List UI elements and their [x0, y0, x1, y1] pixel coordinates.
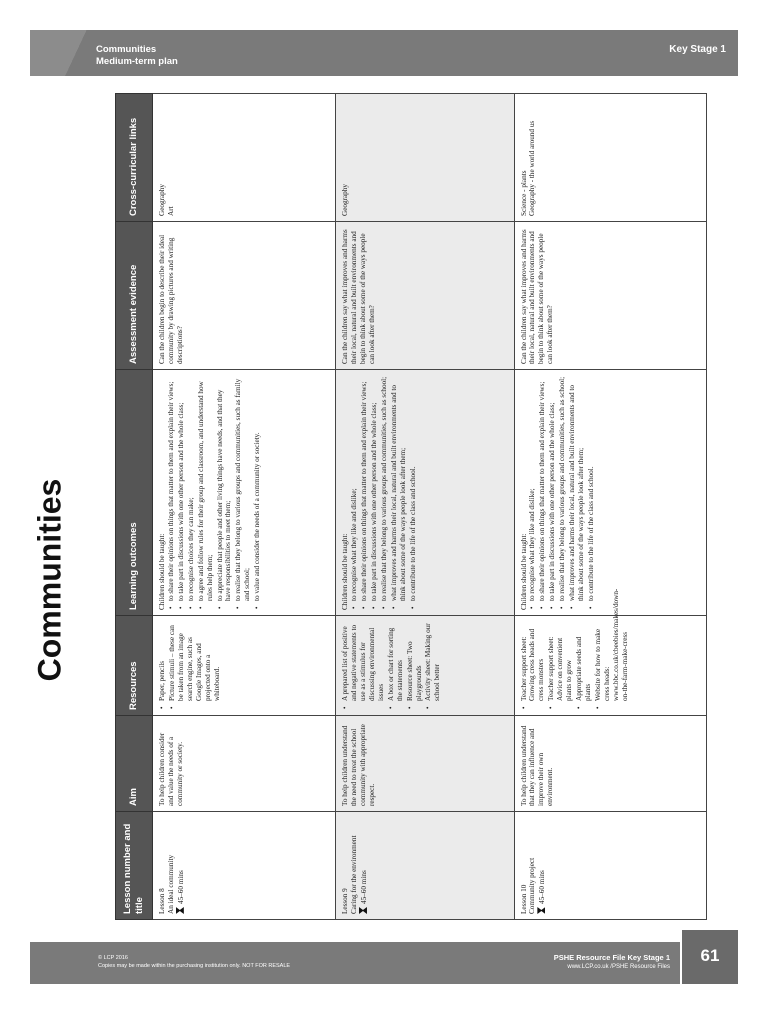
link-item: Art — [166, 206, 175, 216]
outcome-item: • to value and consider the needs of a community or society. — [253, 375, 262, 601]
outcome-item: • to agree and follow rules for their group and classroom, and understand how rules help them; — [197, 375, 215, 601]
lesson-title: An ideal community — [166, 854, 175, 914]
col-header-lesson: Lesson number and title — [116, 812, 153, 920]
assessment-cell: Can the children say what improves and harms their local, natural and built environments and begin to think about some of the ways people can look after them? — [336, 222, 514, 370]
outcome-item: • to take part in discussions with one other person and the whole class; — [370, 375, 379, 601]
outcome-item: • to share their opinions on things that matter to them and explain their views; — [360, 375, 369, 601]
resource-item: • Teacher support sheet: Advice on convenient plants to grow — [547, 621, 574, 701]
footer-book-title: PSHE Resource File Key Stage 1 — [553, 953, 670, 962]
col-header-aim: Aim — [116, 716, 153, 812]
hourglass-icon — [359, 907, 367, 914]
outcome-item: • to share their opinions on things that matter to them and explain their views; — [167, 375, 176, 601]
lesson-cell — [153, 812, 336, 920]
outcome-item: • to realise that they belong to various groups and communities, such as school; — [380, 375, 389, 601]
header-stage: Key Stage 1 — [669, 44, 726, 55]
col-header-resources: Resources — [116, 616, 153, 716]
link-item: Science - plants — [519, 170, 528, 216]
outcomes-intro: Children should be taught: — [341, 533, 350, 610]
resource-item: • Activity sheet: Making our school better — [424, 621, 442, 701]
page-title: Communities — [31, 478, 68, 682]
links-cell — [153, 94, 336, 222]
outcome-item: • to recognise choices they can make; — [187, 375, 196, 601]
outcome-item: • to appreciate that people and other living things have needs, and that they have responsibilities to meet them; — [216, 375, 234, 601]
page-number: 61 — [682, 930, 738, 984]
header-title: Communities — [96, 44, 157, 55]
outcome-item: • to recognise what they like and dislike; — [350, 375, 359, 601]
link-item: Geography - the world around us — [528, 120, 537, 216]
footer-website[interactable]: www.LCP.co.uk /PSHE Resource Files — [567, 964, 670, 970]
link-item: Geography — [341, 184, 350, 216]
outcomes-cell — [336, 370, 514, 616]
outcomes-intro: Children should be taught: — [158, 533, 166, 610]
resource-item: • A box or chart for sorting the statements — [387, 621, 405, 701]
link-item: Geography — [158, 184, 166, 216]
page-footer — [30, 942, 680, 984]
resource-item: • Resource sheet: Two playgrounds — [406, 621, 424, 701]
outcomes-intro: Children should be taught: — [519, 533, 528, 610]
page-header — [30, 30, 738, 76]
plan-table-container — [115, 94, 707, 920]
table-row — [514, 94, 706, 920]
links-cell — [514, 94, 706, 222]
outcome-item: • what improves and harms their local, natural and built environments and to think about some of the ways people look after them; — [568, 375, 586, 601]
resource-item: • Website for how to make cress heads: www.bbc.co.uk/cbeebies/makes/down-on-the-farm-make-cress — [594, 621, 630, 701]
aim-cell: To help children consider and value the needs of a community or society. — [153, 716, 336, 812]
col-header-assessment: Assessment evidence — [116, 222, 153, 370]
hourglass-icon — [176, 907, 184, 914]
outcome-item: • to contribute to the life of the class and school. — [587, 375, 596, 601]
lesson-duration — [359, 817, 369, 914]
footer-notice: Copies may be made within the purchasing institution only. NOT FOR RESALE — [98, 963, 291, 969]
outcome-item: • to realise that they belong to various groups and communities, such as school; — [558, 375, 567, 601]
aim-cell: To help children understand the need to treat the school community with appropriate respect. — [336, 716, 514, 812]
outcomes-cell — [514, 370, 706, 616]
col-header-outcomes: Learning outcomes — [116, 370, 153, 616]
outcome-item: • to share their opinions on things that matter to them and explain their views; — [538, 375, 547, 601]
resources-cell — [514, 588, 706, 716]
outcome-item: • to take part in discussions with one other person and the whole class; — [548, 375, 557, 601]
footer-copyright: © LCP 2016 — [98, 955, 128, 961]
assessment-cell: Can the children say what improves and harms their local, natural and built environments and begin to think about some of the ways people can look after them? — [514, 222, 706, 370]
resources-cell — [153, 616, 336, 716]
col-header-links: Cross-curricular links — [116, 94, 153, 222]
resource-item: • Picture stimuli – these can be taken from an image search engine, such as Google Images, and projected onto a whiteboard. — [168, 621, 222, 701]
lesson-duration — [176, 817, 186, 914]
resource-item: • Paper, pencils — [158, 621, 167, 701]
lesson-duration — [537, 817, 547, 914]
outcome-item: • to contribute to the life of the class and school. — [409, 375, 418, 601]
table-row — [153, 94, 336, 920]
lesson-number: Lesson 10 — [519, 884, 528, 914]
resources-cell — [336, 616, 514, 716]
lesson-number: Lesson 8 — [158, 888, 166, 914]
outcome-item: • to realise that they belong to various groups and communities, such as family and school; — [234, 375, 252, 601]
duration-text: 45–60 mins — [176, 870, 185, 904]
assessment-cell: Can the children begin to describe their ideal community by drawing pictures and writing descriptions? — [153, 222, 336, 370]
table-row — [336, 94, 514, 920]
plan-table — [115, 93, 707, 920]
links-cell — [336, 94, 514, 222]
duration-text: 45–60 mins — [359, 870, 368, 904]
lesson-title: Community project — [528, 857, 537, 914]
resource-item: • Appropriate seeds and plants — [575, 621, 593, 701]
lesson-title: Caring for the environment — [350, 835, 359, 914]
outcome-item: • to recognise what they like and dislike; — [528, 375, 537, 601]
table-header-row — [116, 94, 153, 920]
hourglass-icon — [537, 907, 545, 914]
outcome-item: • what improves and harms their local, natural and built environments and to think about some of the ways people look after them; — [390, 375, 408, 601]
duration-text: 45–60 mins — [538, 870, 547, 904]
header-subtitle: Medium-term plan — [96, 56, 178, 67]
lesson-cell — [514, 812, 706, 920]
lesson-cell — [336, 812, 514, 920]
outcome-item: • to take part in discussions with one other person and the whole class; — [177, 375, 186, 601]
aim-cell: To help children understand that they can influence and improve their own environment. — [514, 716, 706, 812]
resource-item: • Teacher support sheet: Growing cress heads and cress monsters — [520, 621, 547, 701]
outcomes-cell — [153, 370, 336, 616]
lesson-number: Lesson 9 — [341, 888, 350, 914]
resource-item: • A prepared list of positive and negative statements to use as a stimulus for discussing environmental issues — [341, 621, 386, 701]
